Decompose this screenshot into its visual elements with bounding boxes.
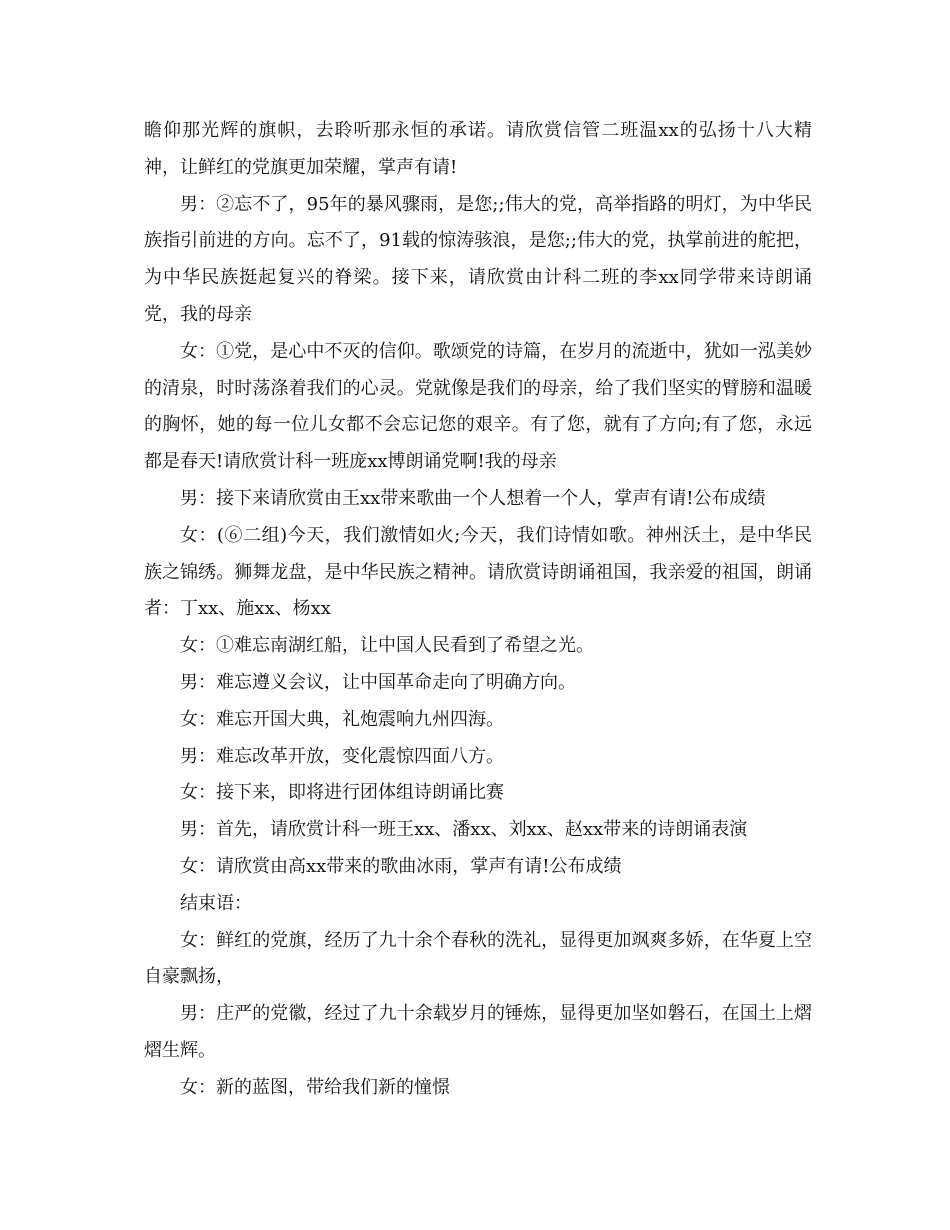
paragraph-male-3: 男：难忘遵义会议，让中国革命走向了明确方向。 (180, 671, 576, 693)
paragraph-female-4: 女：难忘开国大典，礼炮震响九州四海。 (180, 708, 504, 730)
paragraph-female-3: 女：①难忘南湖红船，让中国人民看到了希望之光。 (180, 635, 594, 657)
paragraph-male-4: 男：难忘改革开放，变化震惊四面八方。 (180, 745, 504, 767)
paragraph-female-7: 女：鲜红的党旗，经历了九十余个春秋的洗礼，显得更加飒爽多娇，在华夏上空自豪飘扬， (144, 929, 812, 988)
paragraph-female-1: 女：①党，是心中不灭的信仰。歌颂党的诗篇，在岁月的流逝中，犹如一泓美妙的清泉，时时荡涤着我们的心灵。党就像是我们的母亲，给了我们坚实的臂膀和温暖的胸怀，她的每一位儿女都不会忘记您的艰辛。有了您，就有了方向;有了您，永远都是春天!请欣赏计科一班庞xx博朗诵党啊!我的母亲 (144, 340, 812, 473)
paragraph-male-1: 男：②忘不了，95年的暴风骤雨，是您;;伟大的党，高举指路的明灯，为中华民族指引前进的方向。忘不了，91载的惊涛骇浪，是您;;伟大的党，执掌前进的舵把，为中华民族挺起复兴的脊梁。接下来，请欣赏由计科二班的李xx同学带来诗朗诵党，我的母亲 (144, 193, 812, 325)
paragraph-continuation: 瞻仰那光辉的旗帜，去聆听那永恒的承诺。请欣赏信管二班温xx的弘扬十八大精神，让鲜红的党旗更加荣耀，掌声有请! (144, 120, 812, 178)
paragraph-female-5: 女：接下来，即将进行团体组诗朗诵比赛 (180, 782, 504, 804)
section-heading-closing: 结束语： (180, 892, 252, 914)
paragraph-male-5: 男：首先，请欣赏计科一班王xx、潘xx、刘xx、赵xx带来的诗朗诵表演 (180, 819, 748, 841)
document-body (144, 113, 812, 1107)
paragraph-male-2: 男：接下来请欣赏由王xx带来歌曲一个人想着一个人，掌声有请!公布成绩 (180, 487, 766, 509)
paragraph-female-8: 女：新的蓝图，带给我们新的憧憬 (180, 1076, 450, 1098)
paragraph-female-2: 女：(⑥二组)今天，我们激情如火;今天，我们诗情如歌。神州沃土，是中华民族之锦绣。狮舞龙盘，是中华民族之精神。请欣赏诗朗诵祖国，我亲爱的祖国，朗诵者：丁xx、施xx、杨xx (144, 524, 812, 620)
paragraph-female-6: 女：请欣赏由高xx带来的歌曲冰雨，掌声有请!公布成绩 (180, 855, 622, 877)
paragraph-male-6: 男：庄严的党徽，经过了九十余载岁月的锤炼，显得更加坚如磐石，在国土上熠熠生辉。 (144, 1003, 812, 1061)
